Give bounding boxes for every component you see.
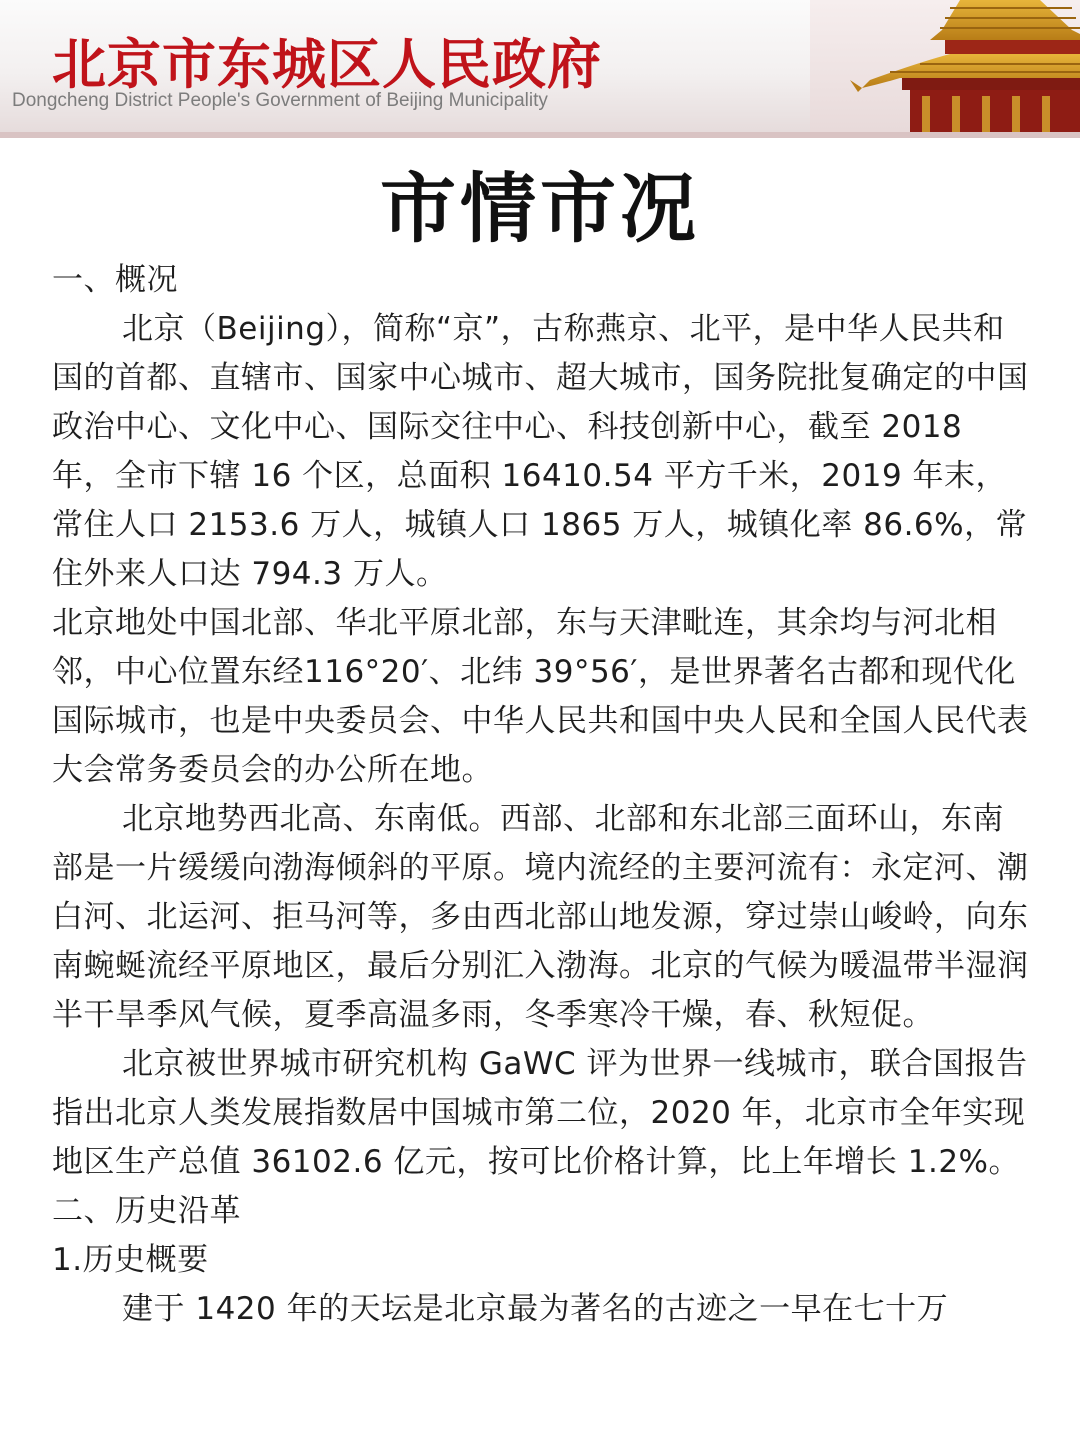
article-body xyxy=(52,256,1032,1334)
paragraph-intro: 北京（Beijing），简称“京”，古称燕京、北平，是中华人民共和国的首都、直辖市、国家中心城市、超大城市，国务院批复确定的中国政治中心、文化中心、国际交往中心、科技创新中心，截至 2018 年，全市下辖 16 个区，总面积 16410.54 平方千米，2019 年末，常住人口 2153.6 万人，城镇人口 1865 万人，城镇化率 86.6%，常住外来人口达 794.3 万人。 xyxy=(52,311,1029,592)
paragraph-economy: 北京被世界城市研究机构 GaWC 评为世界一线城市，联合国报告指出北京人类发展指数居中国城市第二位，2020 年，北京市全年实现地区生产总值 36102.6 亿元，按可比价格计算，比上年增长 1.2%。 xyxy=(52,1046,1028,1180)
site-title-en: Dongcheng District People's Government of Beijing Municipality xyxy=(12,90,548,111)
palace-roof-image xyxy=(810,0,1080,132)
section-heading-overview: 一、概况 xyxy=(52,262,178,298)
paragraph-temple-of-heaven: 建于 1420 年的天坛是北京最为著名的古迹之一早在七十万 xyxy=(122,1291,949,1327)
site-title-cn: 北京市东城区人民政府 xyxy=(52,33,602,96)
subsection-heading-history-overview: 1.历史概要 xyxy=(52,1242,209,1278)
paragraph-terrain: 北京地势西北高、东南低。西部、北部和东北部三面环山，东南部是一片缓缓向渤海倾斜的平原。境内流经的主要河流有：永定河、潮白河、北运河、拒马河等，多由西北部山地发源，穿过崇山峻岭，向东南蜿蜒流经平原地区，最后分别汇入渤海。北京的气候为暖温带半湿润半干旱季风气候，夏季高温多雨，冬季寒冷干燥，春、秋短促。 xyxy=(52,801,1029,1033)
page-title: 市情市况 xyxy=(380,164,700,253)
site-header xyxy=(0,0,1080,138)
paragraph-location: 北京地处中国北部、华北平原北部，东与天津毗连，其余均与河北相邻，中心位置东经116°20′、北纬 39°56′，是世界著名古都和现代化国际城市，也是中央委员会、中华人民共和国中央人民和全国人民代表大会常务委员会的办公所在地。 xyxy=(52,605,1029,788)
section-heading-history: 二、历史沿革 xyxy=(52,1193,241,1229)
